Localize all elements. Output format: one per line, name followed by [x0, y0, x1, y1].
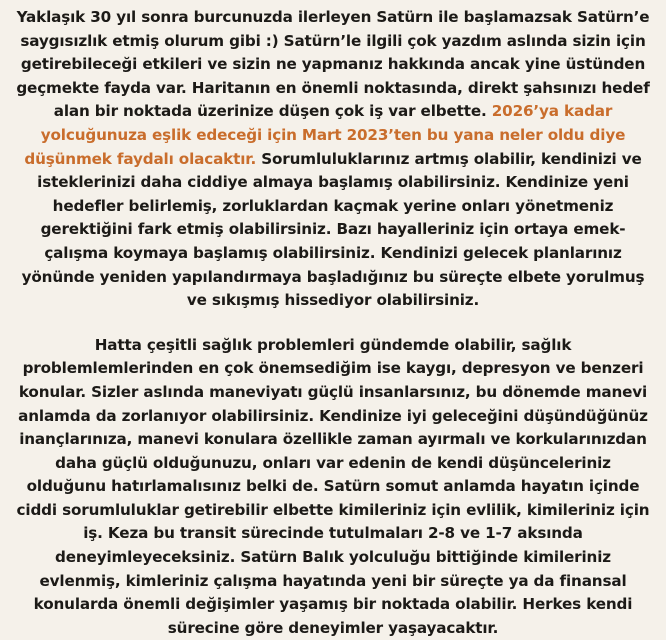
paragraph-1-highlight: 2026’ya kadar yolcuğunuza eşlik edeceği için Mart 2023’ten bu yana neler oldu diye düşünmek faydalı olacaktır.	[24, 102, 626, 168]
paragraph-1	[14, 6, 652, 313]
paragraph-2: Hatta çeşitli sağlık problemleri gündemde olabilir, sağlık problemlemlerinden en çok önemsediğim ise kaygı, depresyon ve benzeri konular. Sizler aslında maneviyatı güçlü insanlarsınız, bu dönemde manevi anlamda da zorlanıyor olabilirsiniz. Kendinize iyi geleceğini düşündüğünüz inançlarınıza, manevi konulara özellikle zaman ayırmalı ve korkularınızdan daha güçlü olduğunuzu, onları var edenin de kendi düşünceleriniz olduğunu hatırlamalısınız belki de. Satürn somut anlamda hayatın içinde ciddi sorumluluklar getirebilir elbette kimileriniz için evlilik, kimileriniz için iş. Keza bu transit sürecinde tutulmaları 2-8 ve 1-7 aksında deneyimleyeceksiniz. Satürn Balık yolculuğu bittiğinde kimileriniz evlenmiş, kimleriniz çalışma hayatında yeni bir süreçte ya da finansal konularda önemli değişimler yaşamış bir noktada olabilir. Herkes kendi sürecine göre deneyimler yaşayacaktır.	[16, 335, 650, 637]
paragraph-1-rest: Sorumluluklarınız artmış olabilir, kendinizi ve isteklerinizi daha ciddiye almaya başlamış olabilirsiniz. Kendinize yeni hedefler belirlemiş, zorluklardan kaçmak yerine onları yönetmeniz gerektiğini fark etmiş olabilirsiniz. Bazı hayalleriniz için ortaya emek-çalışma koymaya başlamış olabilirsiniz. Kendinizi gelecek planlarınız yönünde yeniden yapılandırmaya başladığınız bu süreçte elbete yorulmuş ve sıkışmış hissediyor olabilirsiniz.	[21, 149, 645, 310]
paragraph-1-intro: Yaklaşık 30 yıl sonra burcunuzda ilerleyen Satürn ile başlamazsak Satürn’e saygısızlık etmiş olurum gibi :) Satürn’le ilgili çok yazdım aslında sizin için getirebileceği etkileri ve sizin ne yapmanız hakkında ancak yine üstünden geçmekte fayda var. Haritanın en önemli noktasında, direkt şahsınızı hedef alan bir noktada üzerinize düşen çok iş var elbette.	[16, 8, 650, 121]
